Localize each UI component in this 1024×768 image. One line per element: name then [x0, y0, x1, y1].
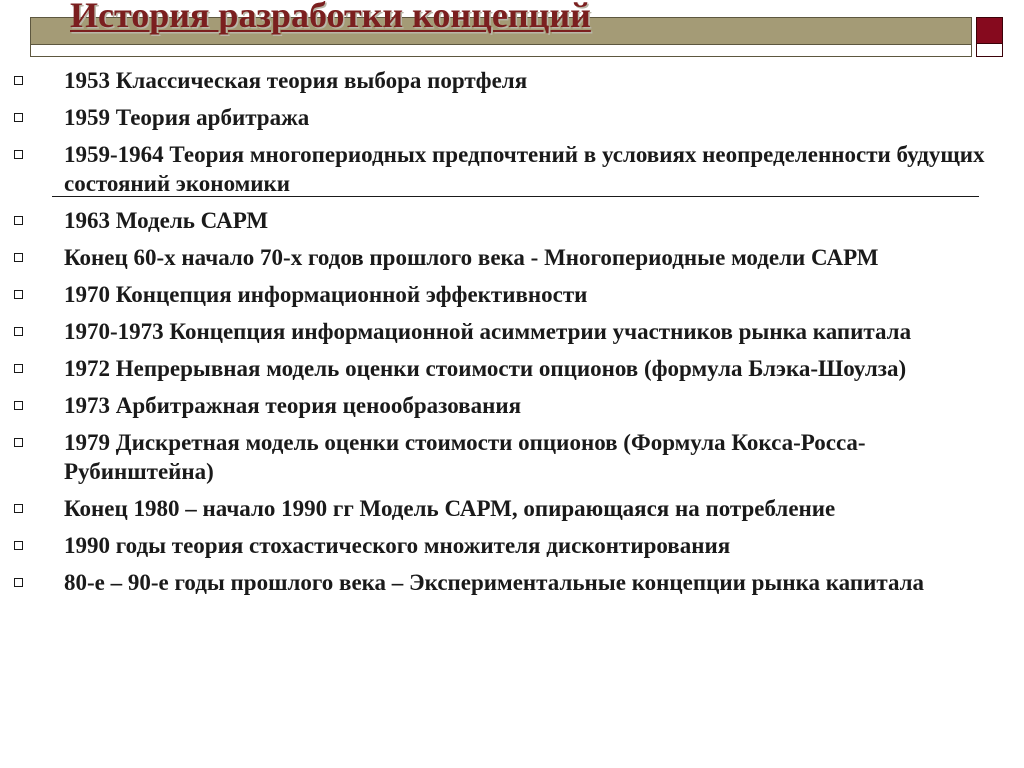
list-item [14, 317, 1004, 346]
list-item [14, 531, 1004, 560]
list-item-text: 1963 Модель САРМ [64, 208, 269, 233]
list-item-text: 1972 Непрерывная модель оценки стоимости опционов (формула Блэка-Шоулза) [64, 356, 907, 381]
square-bullet-icon [14, 364, 23, 373]
square-bullet-icon [14, 113, 23, 122]
list-item-text: Конец 60-х начало 70-х годов прошлого века - Многопериодные модели САРМ [64, 245, 879, 270]
list-item-text: 1973 Арбитражная теория ценообразования [64, 393, 522, 418]
list-item-text: 1970 Концепция информационной эффективности [64, 282, 588, 307]
list-item-text: 1959 Теория арбитража [64, 105, 310, 130]
list-item-text: Конец 1980 – начало 1990 гг Модель САРМ, опирающаяся на потребление [64, 496, 836, 521]
timeline-list [14, 66, 1004, 605]
list-item [14, 354, 1004, 383]
page-title: История разработки концепций [70, 0, 591, 35]
header-underline-frame [30, 45, 972, 57]
corner-accent-frame [976, 44, 1003, 57]
square-bullet-icon [14, 541, 23, 550]
square-bullet-icon [14, 578, 23, 587]
square-bullet-icon [14, 327, 23, 336]
square-bullet-icon [14, 150, 23, 159]
corner-accent-block [976, 17, 1003, 44]
list-item-text: 1953 Классическая теория выбора портфеля [64, 68, 528, 93]
list-item [14, 428, 1004, 486]
list-item [14, 140, 1004, 198]
square-bullet-icon [14, 438, 23, 447]
square-bullet-icon [14, 290, 23, 299]
list-item [14, 206, 1004, 235]
list-item [14, 243, 1004, 272]
list-item-text: 1990 годы теория стохастического множителя дисконтирования [64, 533, 731, 558]
list-item [14, 391, 1004, 420]
list-item [14, 494, 1004, 523]
square-bullet-icon [14, 401, 23, 410]
list-item-text: 1979 Дискретная модель оценки стоимости опционов (Формула Кокса-Росса-Рубинштейна) [64, 430, 866, 484]
list-item-text: 1959-1964 Теория многопериодных предпочтений в условиях неопределенности будущих состояний экономики [64, 142, 985, 196]
square-bullet-icon [14, 76, 23, 85]
square-bullet-icon [14, 504, 23, 513]
list-item [14, 103, 1004, 132]
square-bullet-icon [14, 253, 23, 262]
list-item [14, 280, 1004, 309]
square-bullet-icon [14, 216, 23, 225]
divider-line [52, 196, 979, 197]
list-item [14, 66, 1004, 95]
list-item [14, 568, 1004, 597]
list-item-text: 80-е – 90-е годы прошлого века – Экспериментальные концепции рынка капитала [64, 570, 925, 595]
list-item-text: 1970-1973 Концепция информационной асимметрии участников рынка капитала [64, 319, 912, 344]
